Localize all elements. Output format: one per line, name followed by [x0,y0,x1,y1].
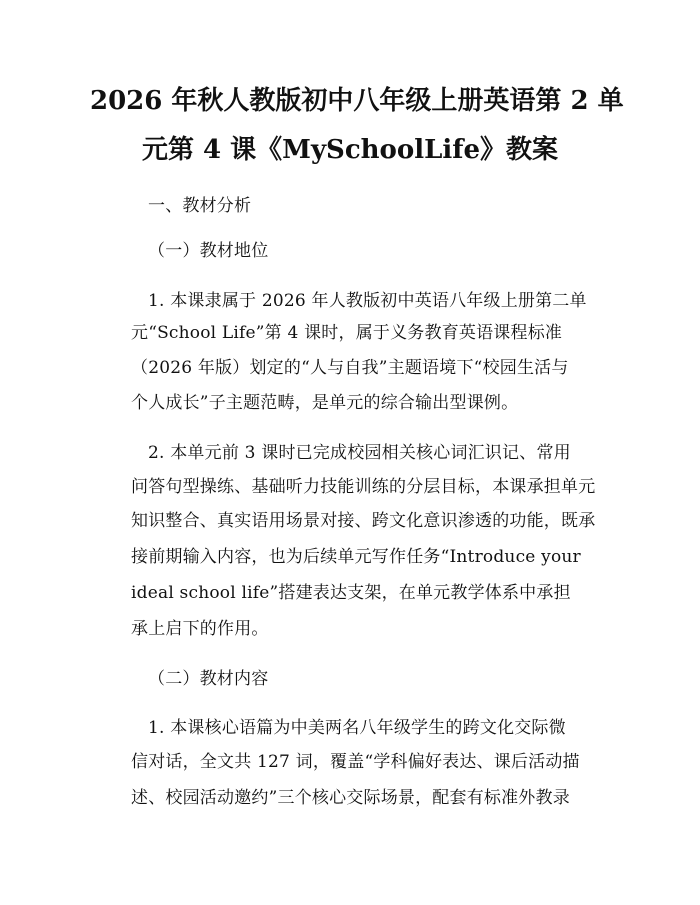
subsection-heading-textbook-position: （一）教材地位 [148,241,269,261]
paragraph-line: 2. 本单元前 3 课时已完成校园相关核心词汇识记、常用 [148,443,571,463]
paragraph-line: （2026 年版）划定的“人与自我”主题语境下“校园生活与 [131,358,569,378]
paragraph-line: 述、校园活动邀约”三个核心交际场景，配套有标准外教录 [131,788,570,808]
paragraph-line: 信对话，全文共 127 词，覆盖“学科偏好表达、课后活动描 [131,752,580,772]
paragraph-line: 承上启下的作用。 [131,619,269,639]
paragraph-line: 问答句型操练、基础听力技能训练的分层目标，本课承担单元 [131,477,596,497]
paragraph-line: 1. 本课核心语篇为中美两名八年级学生的跨文化交际微 [148,718,566,738]
subsection-heading-textbook-content: （二）教材内容 [148,669,269,689]
paragraph-line: 知识整合、真实语用场景对接、跨文化意识渗透的功能，既承 [131,511,596,531]
paragraph-line: 元“School Life”第 4 课时，属于义务教育英语课程标准 [131,323,563,343]
paragraph-line: 1. 本课隶属于 2026 年人教版初中英语八年级上册第二单 [148,291,587,311]
paragraph-line: 个人成长”子主题范畴，是单元的综合输出型课例。 [131,393,519,413]
document-title-line-1: 2026 年秋人教版初中八年级上册英语第 2 单 [90,86,624,116]
section-heading-textbook-analysis: 一、教材分析 [148,196,252,216]
document-title-line-2: 元第 4 课《MySchoolLife》教案 [141,135,559,165]
paragraph-line: 接前期输入内容，也为后续单元写作任务“Introduce your [131,547,581,567]
paragraph-line: ideal school life”搭建表达支架，在单元教学体系中承担 [131,583,571,603]
